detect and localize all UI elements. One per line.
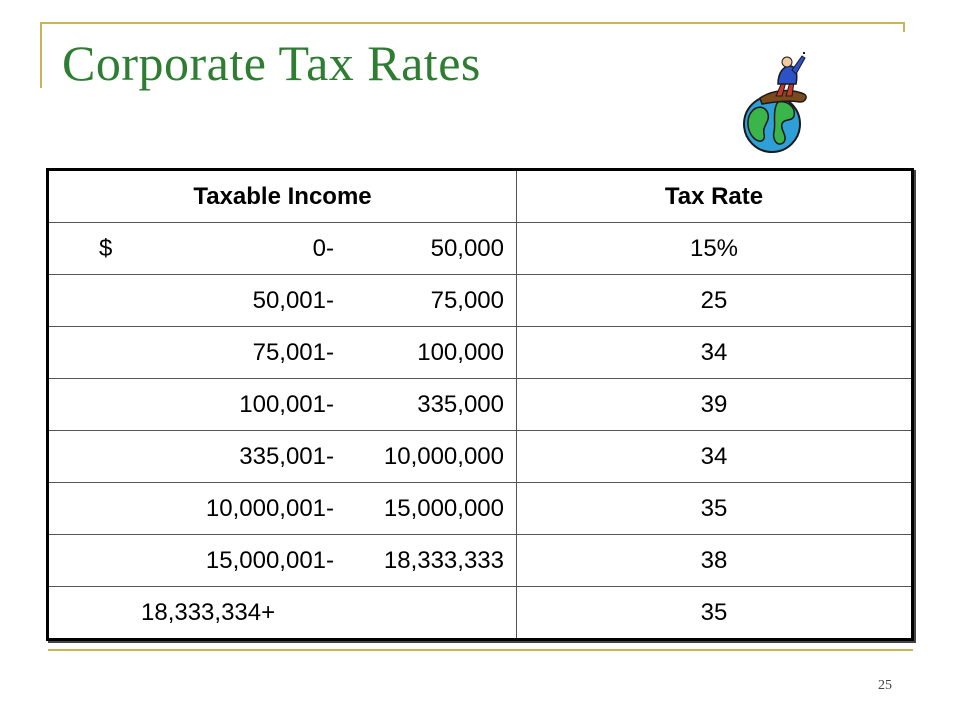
income-low: 75,001-: [252, 338, 334, 366]
income-high: 100,000: [417, 338, 504, 366]
income-high: 18,333,333: [383, 546, 504, 574]
rate-cell: 35: [517, 587, 913, 640]
income-high: 50,000: [430, 234, 504, 262]
rate-cell: 39: [517, 379, 913, 431]
income-cell: [48, 223, 517, 275]
table-row: [48, 535, 913, 587]
income-cell: [48, 431, 517, 483]
income-high: 335,000: [417, 390, 504, 418]
rate-cell: 38: [517, 535, 913, 587]
rate-cell: 35: [517, 483, 913, 535]
income-low: 0-: [312, 234, 334, 262]
page-number: 25: [878, 678, 892, 693]
right-border-rule: [903, 22, 905, 32]
income-low: 100,001-: [239, 390, 334, 418]
income-high: 15,000,000: [383, 494, 504, 522]
rate-cell: 25: [517, 275, 913, 327]
income-high: 75,000: [430, 286, 504, 314]
table-row: [48, 379, 913, 431]
rate-cell: 34: [517, 431, 913, 483]
top-border-rule: [40, 22, 905, 24]
table-row: [48, 587, 913, 640]
income-cell: [48, 379, 517, 431]
header-taxable-income: Taxable Income: [48, 170, 517, 223]
income-cell: [48, 483, 517, 535]
income-cell: [48, 587, 517, 640]
header-tax-rate: Tax Rate: [517, 170, 913, 223]
table-row: [48, 431, 913, 483]
income-low: 10,000,001-: [205, 494, 334, 522]
currency-symbol: $: [99, 234, 113, 262]
person-on-globe-icon: [738, 52, 826, 156]
income-cell: [48, 535, 517, 587]
left-border-rule: [40, 22, 42, 88]
rate-cell: 15%: [517, 223, 913, 275]
income-high: 10,000,000: [383, 442, 504, 470]
bottom-border-rule: [48, 649, 913, 651]
income-low: 50,001-: [252, 286, 334, 314]
table-row: [48, 483, 913, 535]
income-low: 15,000,001-: [205, 546, 334, 574]
income-cell: [48, 327, 517, 379]
table-row: [48, 275, 913, 327]
income-open-ended: 18,333,334+: [141, 598, 276, 626]
slide-title: Corporate Tax Rates: [62, 35, 481, 91]
table-row: [48, 223, 913, 275]
income-cell: [48, 275, 517, 327]
tax-rate-table: [46, 168, 914, 641]
table-header-row: [48, 170, 913, 223]
income-low: 335,001-: [239, 442, 334, 470]
rate-cell: 34: [517, 327, 913, 379]
table-row: [48, 327, 913, 379]
